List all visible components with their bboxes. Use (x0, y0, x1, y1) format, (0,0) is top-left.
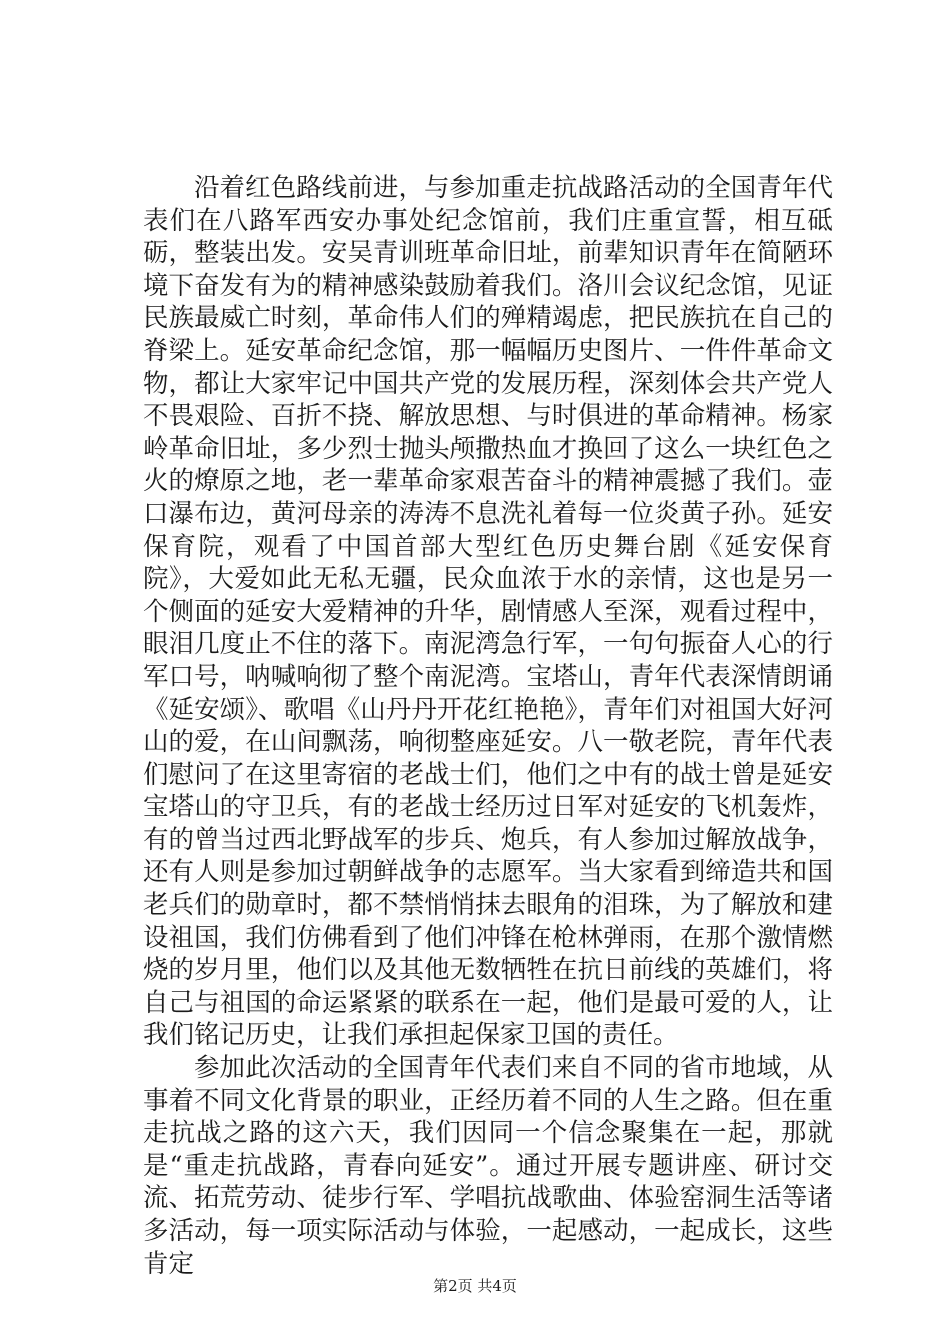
body-text (143, 172, 833, 1280)
paragraph-1: 沿着红色路线前进，与参加重走抗战路活动的全国青年代表们在八路军西安办事处纪念馆前，我们庄重宣誓，相互砥砺，整装出发。安吴青训班革命旧址，前辈知识青年在简陋环境下奋发有为的精神感染鼓励着我们。洛川会议纪念馆，见证民族最威亡时刻，革命伟人们的殚精竭虑，把民族抗在自己的脊梁上。延安革命纪念馆，那一幅幅历史图片、一件件革命文物，都让大家牢记中国共产党的发展历程，深刻体会共产党人不畏艰险、百折不挠、解放思想、与时俱进的革命精神。杨家岭革命旧址，多少烈士抛头颅撒热血才换回了这么一块红色之火的燎原之地，老一辈革命家艰苦奋斗的精神震撼了我们。壶口瀑布边，黄河母亲的涛涛不息洗礼着每一位炎黄子孙。延安保育院，观看了中国首部大型红色历史舞台剧《延安保育院》，大爱如此无私无疆，民众血浓于水的亲情，这也是另一个侧面的延安大爱精神的升华，剧情感人至深，观看过程中，眼泪几度止不住的落下。南泥湾急行军，一句句振奋人心的行军口号，呐喊响彻了整个南泥湾。宝塔山，青年代表深情朗诵《延安颂》、歌唱《山丹丹开花红艳艳》，青年们对祖国大好河山的爱，在山间飘荡，响彻整座延安。八一敬老院，青年代表们慰问了在这里寄宿的老战士们，他们之中有的战士曾是延安宝塔山的守卫兵，有的老战士经历过日军对延安的飞机轰炸，有的曾当过西北野战军的步兵、炮兵，有人参加过解放战争，还有人则是参加过朝鲜战争的志愿军。当大家看到缔造共和国老兵们的勋章时，都不禁悄悄抹去眼角的泪珠，为了解放和建设祖国，我们仿佛看到了他们冲锋在枪林弹雨，在那个激情燃烧的岁月里，他们以及其他无数牺牲在抗日前线的英雄们，将自己与祖国的命运紧紧的联系在一起，他们是最可爱的人，让我们铭记历史，让我们承担起保家卫国的责任。 (143, 173, 833, 1051)
page-footer: 第2页 共4页 (433, 1277, 517, 1295)
paragraph-2: 参加此次活动的全国青年代表们来自不同的省市地域，从事着不同文化背景的职业，正经历着不同的人生之路。但在重走抗战之路的这六天，我们因同一个信念聚集在一起，那就是“重走抗战路，青春向延安”。通过开展专题讲座、研讨交流、拓荒劳动、徒步行军、学唱抗战歌曲、体验窑洞生活等诸多活动，每一项实际活动与体验，一起感动，一起成长，这些肯定 (143, 1053, 833, 1279)
